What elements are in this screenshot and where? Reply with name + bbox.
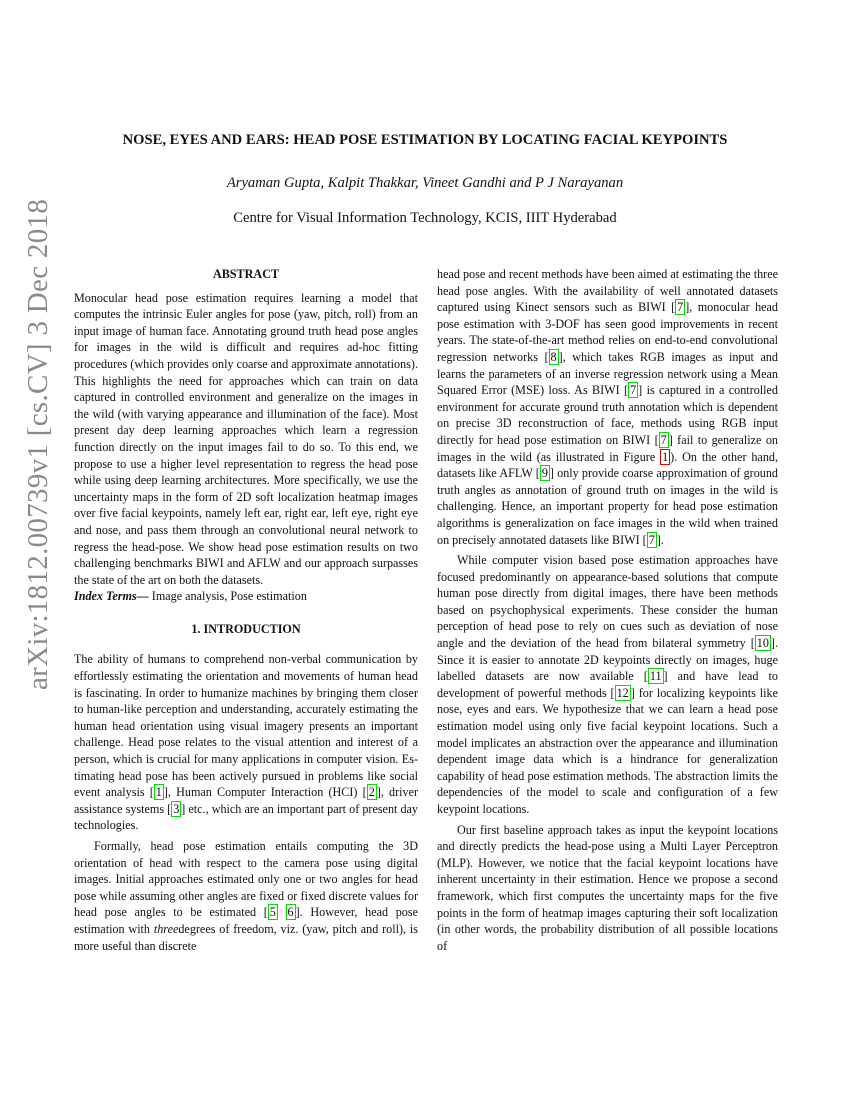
- paper-authors: Aryaman Gupta, Kalpit Thakkar, Vineet Gandhi and P J Narayanan: [226, 175, 624, 191]
- citation-link[interactable]: 5: [269, 905, 276, 920]
- text-span: head pose and recent methods have been aimed at estimating the three head pose angles. With the availability of well annotated datasets captured using Kinect sensors such as BIWI [: [437, 267, 778, 315]
- citation-link[interactable]: 8: [550, 349, 557, 364]
- emphasis-three: three: [153, 921, 179, 936]
- text-span: [278, 905, 286, 919]
- citation-link[interactable]: 9: [541, 466, 548, 481]
- citation-link[interactable]: 7: [677, 300, 684, 315]
- citation-link[interactable]: 2: [368, 785, 375, 800]
- text-span: ], Human Computer Interaction (HCI) [: [163, 785, 367, 800]
- introduction-heading: 1. INTRODUCTION: [191, 621, 301, 636]
- text-span: ] and have lead to development of powerful methods [: [437, 669, 778, 700]
- citation-link[interactable]: 6: [287, 905, 294, 920]
- text-span: While computer vision based pose estimation approaches have focused predominantly on appearance-based solutions that compute human pose directly from digital images, there have been methods based on psychophysical experiments. These consider the human perception of head pose to rely on cues such as deviation of nose angle and the deviation of the head from bilateral symmetry [: [437, 553, 778, 651]
- text-span: ] etc., which are an important part of present day technologies.: [74, 801, 418, 833]
- citation-link[interactable]: 10: [756, 636, 769, 651]
- citation-link[interactable]: 3: [173, 801, 180, 816]
- text-span: ] for localizing keypoints like nose, eyes and ears. We hypothesize that we can learn a head pose estimation model using only five facial keypoint locations. Such a model implicates an abstraction over the appearance and illumination dependent image data which is a hindrance for generalization capability of head pose estimation methods. The abstraction limits the dependencies of the model to scale and configuration of a few keypoint locations.: [437, 685, 778, 816]
- citation-link[interactable]: 7: [630, 383, 637, 398]
- text-span: The ability of humans to comprehend non-verbal communication by effortlessly estimating the orientation and movements of human head is fascinating. In order to humanize machines by bringing them closer to human-like perception and understanding, accurately estimating the human head orientation using visual imagery presents an important challenge. Head pose relates to the visual attention and interest of a person, which is crucial for many applications in computer vision. Estimating head pose has been actively pursued in problems like social event analysis [: [74, 652, 418, 800]
- text-span: ). On the other hand, datasets like AFLW [: [437, 449, 778, 481]
- text-span: ] only provide coarse approximation of ground truth angles as annotation of ground truth on images in the wild is challenging. Hence, an important property for head pose estimation algorithms is generalization on face images in the wild when trained on precisely annotated datasets like BIWI [: [437, 466, 779, 547]
- figure-reference-link[interactable]: 1: [662, 449, 669, 464]
- paper-affiliation: Centre for Visual Information Technology, KCIS, IIIT Hyderabad: [233, 210, 617, 226]
- citation-link[interactable]: 7: [660, 432, 667, 447]
- text-span: ]. However, head pose estimation with: [74, 905, 418, 936]
- intro-paragraph-3: [437, 552, 778, 818]
- text-span: ] fail to generalize on images in the wild (as illustrated in Figure: [437, 432, 778, 464]
- text-span: ], monocular head pose estimation with 3-DOF has seen good improvements in recent years. The state-of-the-art method relies on end-to-end convolutional regression networks [: [437, 300, 778, 364]
- text-span: ], which takes RGB images as input and learns the parameters of an inverse regression network using a Mean Squared Error (MSE) loss. As BIWI [: [437, 349, 778, 398]
- intro-paragraph-4: Our first baseline approach takes as input the keypoint locations and directly predicts the head-pose using a Multi Layer Perceptron (MLP). However, we notice that the facial keypoint locations have inherent uncertainty in their estimation. Hence we propose a second framework, which first computes the uncertainty maps for the five points in the form of heatmap images capturing their soft localization (in other words, the probability distribution of all possible locations of: [437, 822, 778, 953]
- text-span: ]. Since it is easier to annotate 2D keypoints directly on images, huge labelled datasets are now available [: [437, 636, 778, 684]
- intro-paragraph-1: [74, 651, 418, 834]
- text-span: ] is captured in a controlled environment for accurate ground truth annotation which is dependent on precise 3D reconstruction of face, methods using RGB input directly for head pose estimation on BIWI [: [437, 383, 778, 447]
- citation-link[interactable]: 1: [155, 785, 162, 800]
- intro-paragraph-2-cont: [437, 266, 778, 548]
- intro-paragraph-2-start: [74, 838, 418, 954]
- citation-link[interactable]: 12: [616, 685, 629, 700]
- text-span: degrees of freedom, viz. (yaw, pitch and roll), is more useful than discrete: [74, 921, 418, 953]
- index-terms-label: Index Terms—: [74, 589, 149, 604]
- index-terms: Image analysis, Pose estimation: [148, 589, 307, 604]
- citation-link[interactable]: 11: [649, 669, 662, 684]
- right-column: [437, 266, 778, 954]
- abstract-text: Monocular head pose estimation requires learning a model that computes the intrinsic Euler angles for pose (yaw, pitch, roll) from an input image of human face. Annotating ground truth head pose angles for images in the wild is difficult and requires ad-hoc fitting procedures (which provides only coarse and approximate annotations). This highlights the need for approaches which can train on data captured in controlled environment and generalize on the images in the wild (with varying appearance and illumination of the face). Most present day deep learning approaches which learn a regression function directly on the input images fail to do so. To this end, we propose to use a higher level representation to regress the head pose while using deep learning architectures. More specifically, we use the uncertainty maps in the form of 2D soft localization heatmap images over five facial keypoints, namely left ear, right ear, left eye, right eye and nose, and pass them through an convolutional neural network to regress the head-pose. We show head pose estimation results on two challenging benchmarks BIWI and AFLW and our approach surpasses the state of the art on both the datasets.: [74, 290, 418, 587]
- left-column: [74, 266, 418, 954]
- paper-title: NOSE, EYES AND EARS: HEAD POSE ESTIMATION BY LOCATING FACIAL KEYPOINTS: [122, 132, 728, 148]
- abstract-heading: ABSTRACT: [212, 267, 280, 281]
- citation-link[interactable]: 7: [648, 532, 655, 547]
- text-span: ], driver assistance systems [: [74, 785, 418, 816]
- text-span: ].: [656, 532, 664, 547]
- abstract-body: [74, 290, 418, 605]
- arxiv-watermark: arXiv:1812.00739v1 [cs.CV] 3 Dec 2018: [22, 198, 54, 690]
- text-span: Formally, head pose estimation entails computing the 3D orientation of head with respect to the camera pose using digital images. Initial approaches estimated only one or two angles for head pose while assuming other angles are fixed or fixed discrete values for head pose angles to be estimated [: [74, 839, 418, 920]
